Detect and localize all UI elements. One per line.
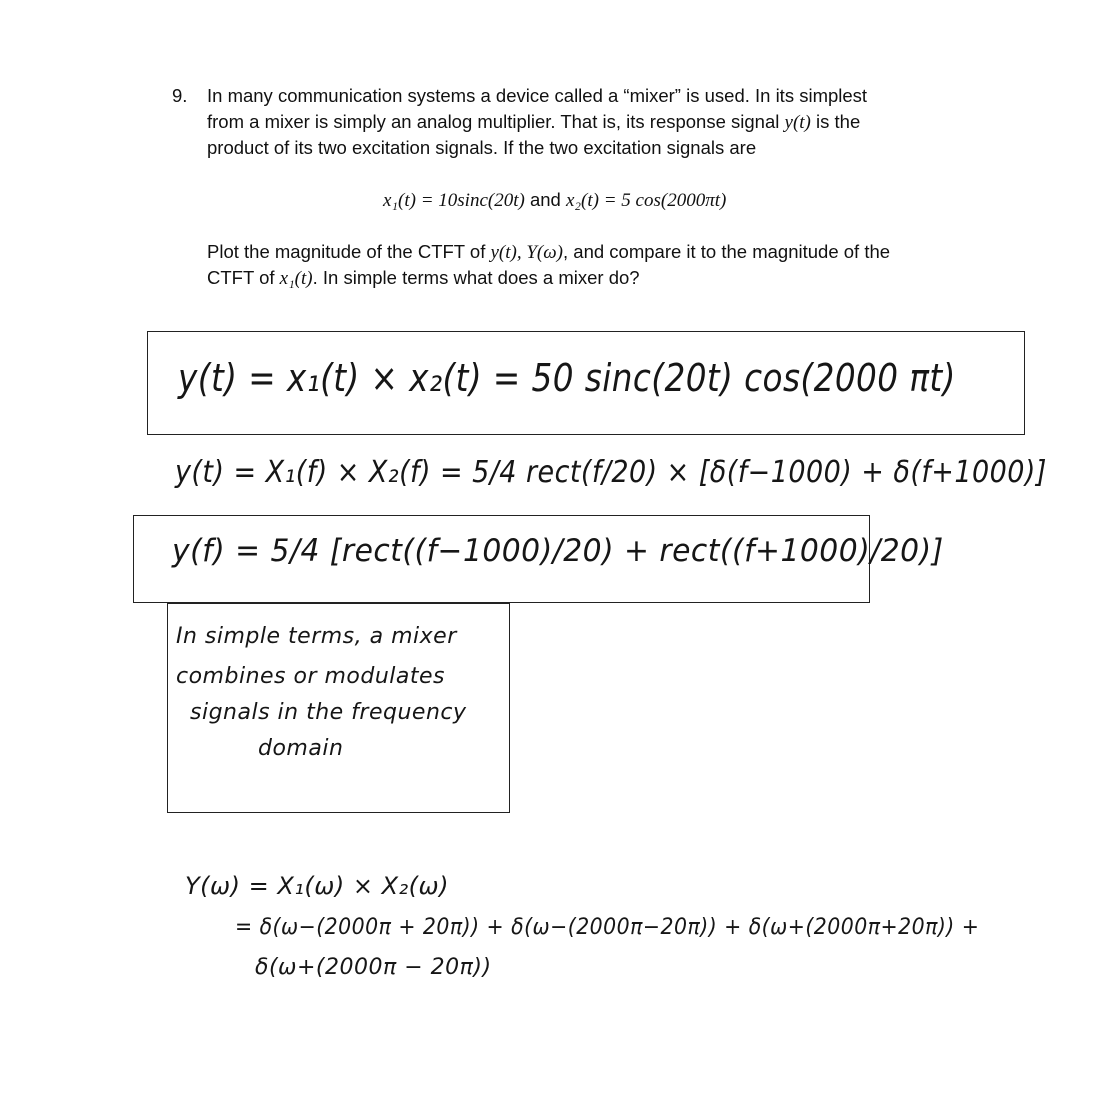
handwritten-Y-omega: Y(ω) = X₁(ω) × X₂(ω) [185,872,449,900]
explanation-line-3: signals in the frequency [190,700,467,725]
equation-x2: x₂(t) = 5 cos(2000πt) [566,190,727,211]
math-y-Y: y(t), Y(ω) [490,242,563,263]
question-number: 9. [172,85,188,106]
equation-x1: x₁(t) = 10sinc(20t) [383,190,525,211]
plot-text-c: CTFT of [207,267,280,288]
excitation-equation [383,187,726,214]
handwritten-delta-last: δ(ω+(2000π − 20π)) [255,955,492,980]
question-line-1: In many communication systems a device called a “mixer” is used. In its simplest [207,85,868,106]
question-line-3: product of its two excitation signals. If the two excitation signals are [207,137,757,158]
plot-instruction-line-2 [207,265,1067,292]
plot-instruction-line-1 [207,239,1067,266]
question-line-2 [207,109,1047,136]
equation-and: and [524,189,566,210]
question-line-2-text: from a mixer is simply an analog multiplier. That is, its response signal [207,111,785,132]
handwritten-y-of-f-result: y(f) = 5/4 [rect((f−1000)/20) + rect((f+1000)/20)] [172,533,944,569]
handwritten-y-of-f-product: y(t) = X₁(f) × X₂(f) = 5/4 rect(f/20) × [δ(f−1000) + δ(f+1000)] [175,455,1047,490]
explanation-line-1: In simple terms, a mixer [176,624,457,649]
math-y-t: y(t) [784,112,811,133]
explanation-line-2: combines or modulates [176,664,446,689]
explanation-line-4: domain [258,736,344,761]
plot-text-b: , and compare it to the magnitude of the [563,241,891,262]
handwritten-y-of-t: y(t) = x₁(t) × x₂(t) = 50 sinc(20t) cos(2000 πt) [178,356,956,400]
handwritten-delta-sum: = δ(ω−(2000π + 20π)) + δ(ω−(2000π−20π)) + δ(ω+(2000π+20π)) + [235,915,980,940]
math-x1: x₁(t) [279,268,313,289]
plot-text-a: Plot the magnitude of the CTFT of [207,241,491,262]
plot-text-d: . In simple terms what does a mixer do? [312,267,640,288]
question-line-2-end: is the [810,111,861,132]
